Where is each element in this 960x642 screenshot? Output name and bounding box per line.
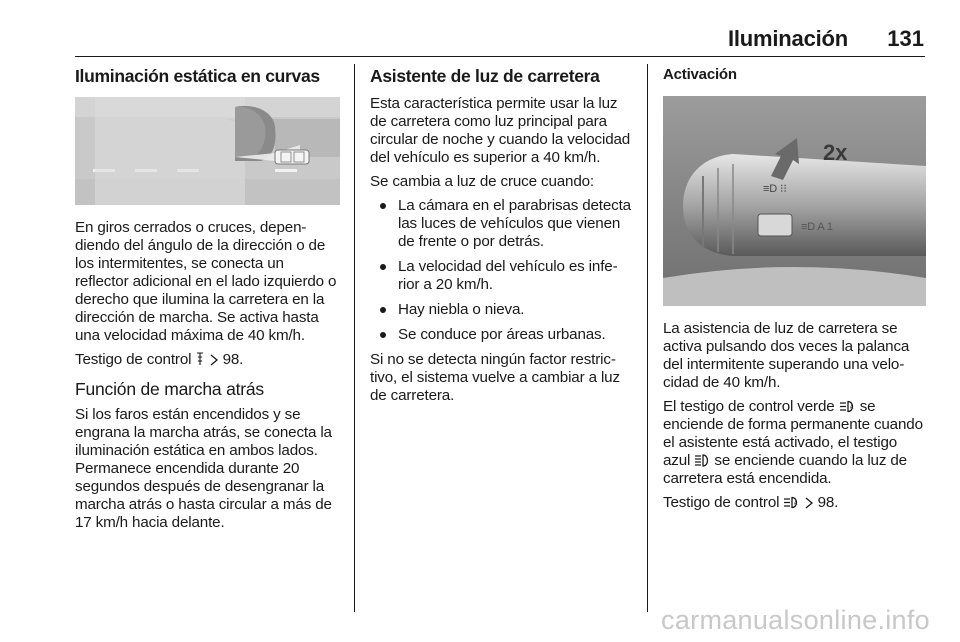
column-divider-2 bbox=[647, 64, 648, 612]
watermark: carmanualsonline.info bbox=[661, 605, 930, 635]
control-indicator-line bbox=[663, 494, 928, 512]
high-beam-assist-icon bbox=[839, 400, 856, 413]
header-rule bbox=[75, 56, 925, 57]
control-label: Testigo de control bbox=[663, 494, 780, 511]
paragraph: La asistencia de luz de carretera se activa pulsando dos veces la palanca del intermitente superando una velocidad de 40 km/h. bbox=[663, 320, 910, 391]
page-reference: 98. bbox=[817, 494, 839, 511]
section-heading-static-cornering: Iluminación estática en curvas bbox=[75, 66, 320, 86]
lever-illustration bbox=[663, 96, 926, 306]
list-item: La velocidad del vehículo es inferior a 20 km/h. bbox=[370, 258, 633, 294]
page-reference-arrow-icon bbox=[210, 354, 219, 366]
text-fragment: se enciende de forma permanente cuando el asistente está activado, el testigo azul bbox=[663, 398, 923, 469]
paragraph: Se cambia a luz de cruce cuando: bbox=[370, 173, 594, 190]
control-label: Testigo de control bbox=[75, 351, 192, 368]
curve-light-indicator-icon bbox=[195, 352, 205, 366]
cornering-light-illustration bbox=[75, 97, 340, 205]
text-fragment: se enciende cuando la luz de carretera está encendida. bbox=[663, 452, 907, 487]
high-beam-assist-icon bbox=[783, 496, 800, 509]
section-heading-activation: Activación bbox=[663, 66, 737, 83]
column-1 bbox=[75, 62, 340, 538]
section-heading-high-beam-assist: Asistente de luz de carretera bbox=[370, 66, 600, 86]
paragraph: Esta característica permite usar la luz de carretera como luz principal para circular de noche y cuando la velocidad del vehículo es superior a 40 km/h. bbox=[370, 95, 631, 166]
chapter-title: Iluminación bbox=[727, 26, 848, 51]
svg-text:A: A bbox=[849, 404, 853, 411]
column-2 bbox=[370, 62, 633, 411]
page-reference: 98. bbox=[222, 351, 244, 368]
text-fragment: El testigo de control verde bbox=[663, 398, 835, 415]
double-press-label: 2x bbox=[823, 140, 848, 165]
list-item: Se conduce por áreas urbanas. bbox=[370, 326, 633, 344]
paragraph: En giros cerrados o cruces, dependiendo del ángulo de la dirección o de los intermitentes, se conecta un reflector adicional en el lado izquierdo o derecho que ilumina la carretera en la dirección de marcha. Se activa hasta una velocidad máxima de 40 km/h. bbox=[75, 219, 337, 344]
paragraph: Si no se detecta ningún factor restrictivo, el sistema vuelve a cambiar a luz de carretera. bbox=[370, 351, 620, 404]
list-item: La cámara en el parabrisas detecta las luces de vehículos que vienen de frente o por detrás. bbox=[370, 197, 633, 251]
paragraph: Si los faros están encendidos y se engrana la marcha atrás, se conecta la iluminación estática en ambos lados. Permanece encendida durante 20 segundos después de desengranar la marcha atrás o hasta circular a más de 17 km/h hacia delante. bbox=[75, 406, 332, 531]
high-beam-icon bbox=[694, 454, 710, 467]
condition-list bbox=[370, 197, 633, 344]
page-reference-arrow-icon bbox=[805, 497, 814, 509]
svg-text:≡D ⁝⁝: ≡D ⁝⁝ bbox=[763, 183, 787, 195]
list-item: Hay niebla o nieva. bbox=[370, 301, 633, 319]
lever-drawing bbox=[663, 96, 926, 306]
page-number: 131 bbox=[887, 26, 924, 51]
column-3 bbox=[663, 62, 928, 518]
svg-text:A: A bbox=[794, 500, 798, 507]
paragraph-indicators bbox=[663, 398, 928, 488]
control-indicator-line bbox=[75, 351, 340, 369]
page-header bbox=[0, 0, 960, 60]
svg-text:≡D A 1: ≡D A 1 bbox=[801, 221, 833, 233]
column-divider-1 bbox=[354, 64, 355, 612]
section-heading-reverse: Función de marcha atrás bbox=[75, 379, 264, 399]
